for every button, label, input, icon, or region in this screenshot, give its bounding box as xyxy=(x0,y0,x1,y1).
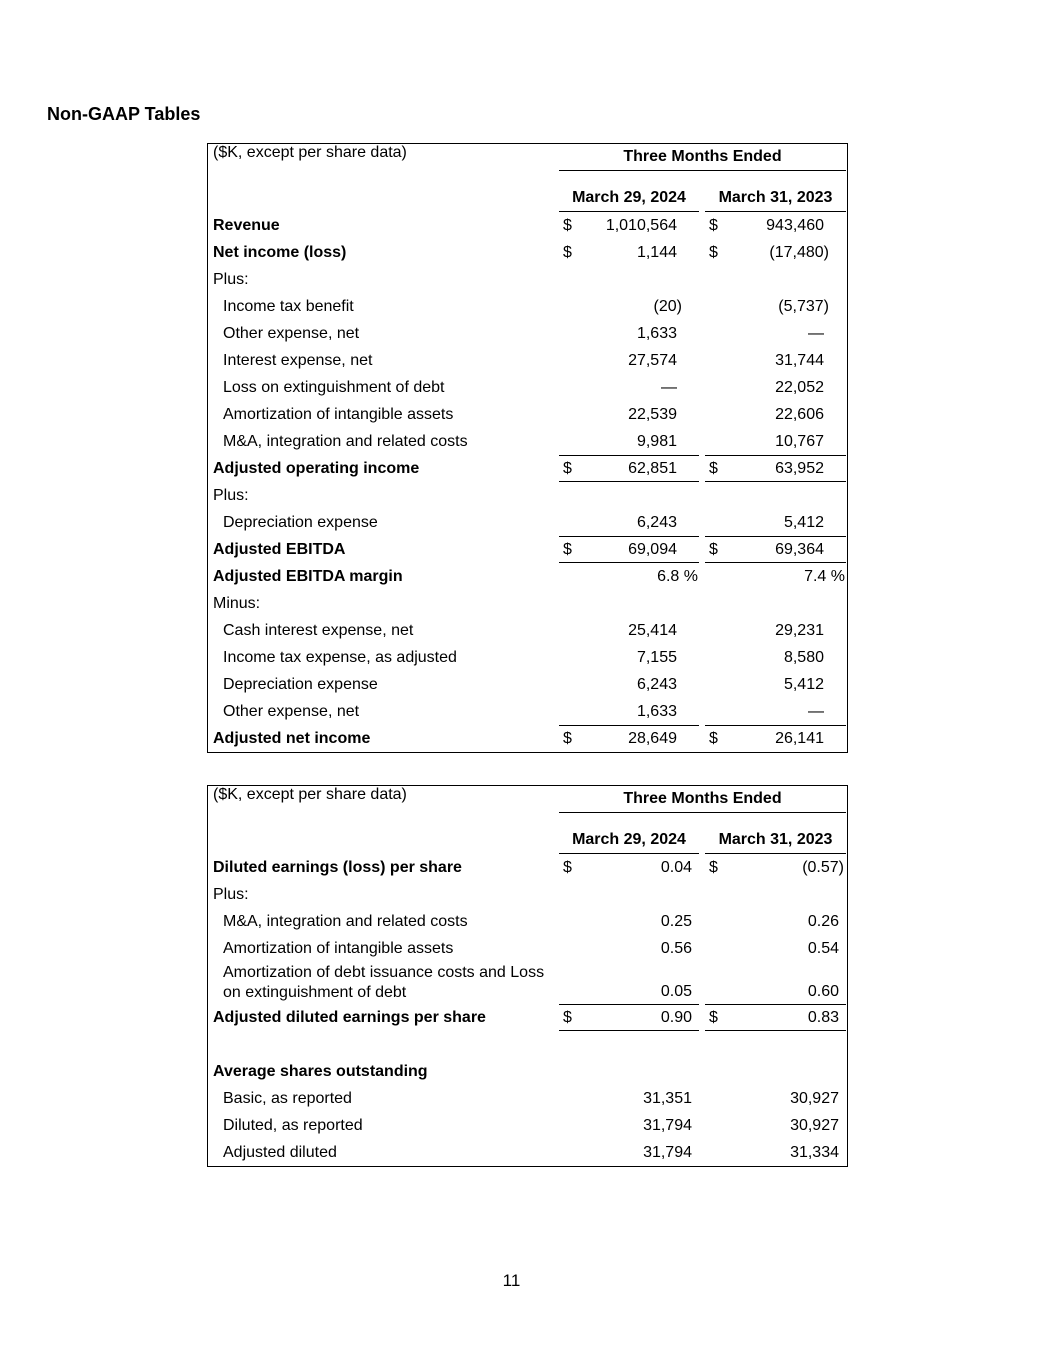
value: 0.60 xyxy=(807,983,839,1000)
table-row xyxy=(208,1058,847,1085)
value: (20) xyxy=(653,297,682,315)
value-cell xyxy=(705,536,846,563)
value: 1,633 xyxy=(636,324,677,342)
row-label: Adjusted diluted earnings per share xyxy=(213,1008,486,1026)
value: 62,851 xyxy=(628,459,677,477)
column-header: March 29, 2024 xyxy=(559,185,699,212)
row-label: Amortization of intangible assets xyxy=(223,405,454,423)
value-cell xyxy=(559,881,699,908)
currency-symbol: $ xyxy=(563,459,572,477)
value-cell xyxy=(559,1031,699,1058)
currency-symbol: $ xyxy=(709,858,718,876)
row-label: Amortization of debt issuance costs and Loss on extinguishment of debt xyxy=(223,964,545,1001)
value-cell xyxy=(705,617,846,644)
currency-symbol: $ xyxy=(709,243,718,261)
value-cell xyxy=(705,590,846,617)
value-cell xyxy=(559,1004,699,1031)
value: (17,480) xyxy=(769,243,829,261)
value: 63,952 xyxy=(775,459,824,477)
table-row xyxy=(208,320,847,347)
column-header: March 31, 2023 xyxy=(705,827,846,854)
column-header: March 31, 2023 xyxy=(705,185,846,212)
value-cell xyxy=(705,644,846,671)
value-cell xyxy=(559,482,699,509)
currency-symbol: $ xyxy=(709,540,718,558)
row-label: Basic, as reported xyxy=(223,1089,352,1107)
value: 28,649 xyxy=(628,730,677,747)
value: 31,744 xyxy=(775,351,824,369)
table-row xyxy=(208,854,847,881)
table-row xyxy=(208,725,847,752)
table-row xyxy=(208,563,847,590)
value-cell xyxy=(559,266,699,293)
currency-symbol: $ xyxy=(709,1008,718,1026)
page-number: 11 xyxy=(502,1271,521,1290)
value-cell xyxy=(559,617,699,644)
value-cell xyxy=(705,1085,846,1112)
value-cell xyxy=(559,374,699,401)
value-cell xyxy=(705,908,846,935)
value: 0.54 xyxy=(807,939,839,957)
unit-note: ($K, except per share data) xyxy=(213,786,407,803)
currency-symbol: $ xyxy=(563,216,572,234)
table-row xyxy=(208,1004,847,1031)
table-row xyxy=(208,1031,847,1058)
value-cell xyxy=(559,908,699,935)
value-cell xyxy=(559,563,699,590)
value-cell xyxy=(559,212,699,239)
value-cell xyxy=(705,1139,846,1166)
column-header-row xyxy=(208,171,847,212)
table-row xyxy=(208,509,847,536)
value: 22,606 xyxy=(775,405,824,423)
row-label: Other expense, net xyxy=(223,324,360,342)
value-cell xyxy=(559,239,699,266)
value: 1,633 xyxy=(636,702,677,720)
value: (0.57) xyxy=(802,858,844,876)
value: 10,767 xyxy=(775,432,824,450)
value-cell xyxy=(559,644,699,671)
value-cell xyxy=(705,962,846,1004)
value: 69,094 xyxy=(628,540,677,558)
value: 27,574 xyxy=(628,351,677,369)
value-cell xyxy=(559,935,699,962)
value-cell xyxy=(559,455,699,482)
table-row xyxy=(208,617,847,644)
table-row xyxy=(208,1112,847,1139)
value: 9,981 xyxy=(636,432,677,450)
column-header: March 29, 2024 xyxy=(559,827,699,854)
value: 8,580 xyxy=(783,648,824,666)
value: 6,243 xyxy=(636,513,677,531)
value-cell xyxy=(705,1004,846,1031)
value-cell xyxy=(559,401,699,428)
value: 6,243 xyxy=(636,675,677,693)
value-cell xyxy=(705,293,846,320)
row-label: Loss on extinguishment of debt xyxy=(223,378,445,396)
row-label: Income tax benefit xyxy=(223,297,354,315)
value-cell xyxy=(559,590,699,617)
row-label: Interest expense, net xyxy=(223,351,373,369)
value: 31,334 xyxy=(790,1143,839,1161)
value: 31,794 xyxy=(643,1143,692,1161)
value-cell xyxy=(559,725,699,752)
value-cell xyxy=(705,935,846,962)
row-label: Net income (loss) xyxy=(213,243,347,261)
currency-symbol: $ xyxy=(709,730,718,747)
value-cell xyxy=(559,1085,699,1112)
value: — xyxy=(661,378,677,396)
value-cell xyxy=(705,347,846,374)
value: 25,414 xyxy=(628,621,677,639)
row-label: Amortization of intangible assets xyxy=(223,939,454,957)
value: 26,141 xyxy=(775,730,824,747)
table-row xyxy=(208,212,847,239)
value-cell xyxy=(559,347,699,374)
value-cell xyxy=(559,698,699,725)
value: 5,412 xyxy=(783,513,824,531)
row-label: Depreciation expense xyxy=(223,675,378,693)
value: 5,412 xyxy=(783,675,824,693)
value-cell xyxy=(705,509,846,536)
value-cell xyxy=(559,962,699,1004)
unit-note: ($K, except per share data) xyxy=(213,144,407,161)
value-cell xyxy=(559,293,699,320)
value-cell xyxy=(705,374,846,401)
value: 0.83 xyxy=(807,1008,839,1026)
value-cell xyxy=(705,854,846,881)
period-header: Three Months Ended xyxy=(559,786,846,813)
value-cell xyxy=(705,1058,846,1085)
table-row xyxy=(208,536,847,563)
value-cell xyxy=(705,1112,846,1139)
value: 69,364 xyxy=(775,540,824,558)
value: 29,231 xyxy=(775,621,824,639)
currency-symbol: $ xyxy=(563,540,572,558)
row-label: Income tax expense, as adjusted xyxy=(223,648,457,666)
table-row xyxy=(208,962,847,1004)
table-row xyxy=(208,1085,847,1112)
row-label: Adjusted EBITDA xyxy=(213,540,346,558)
table-row xyxy=(208,881,847,908)
row-label: Plus: xyxy=(213,270,249,288)
value: 7.4 % xyxy=(804,567,845,585)
page-title: Non-GAAP Tables xyxy=(47,104,201,124)
value: 0.90 xyxy=(660,1008,692,1026)
row-label: Diluted earnings (loss) per share xyxy=(213,858,462,876)
period-header: Three Months Ended xyxy=(559,144,846,171)
table-row xyxy=(208,1139,847,1166)
header-row xyxy=(208,144,847,171)
value-cell xyxy=(705,266,846,293)
row-label: Depreciation expense xyxy=(223,513,378,531)
table-row xyxy=(208,293,847,320)
row-label: Plus: xyxy=(213,885,249,903)
currency-symbol: $ xyxy=(709,216,718,234)
table-row xyxy=(208,455,847,482)
value-cell xyxy=(559,428,699,455)
value-cell xyxy=(705,725,846,752)
value: 7,155 xyxy=(636,648,677,666)
row-label: Minus: xyxy=(213,594,261,612)
row-label: Revenue xyxy=(213,216,280,234)
currency-symbol: $ xyxy=(709,459,718,477)
header-row xyxy=(208,786,847,813)
column-header-row xyxy=(208,813,847,854)
currency-symbol: $ xyxy=(563,858,572,876)
value-cell xyxy=(559,320,699,347)
value: 6.8 % xyxy=(657,567,698,585)
row-label: Average shares outstanding xyxy=(213,1062,428,1080)
value-cell xyxy=(705,698,846,725)
row-label: Diluted, as reported xyxy=(223,1116,363,1134)
currency-symbol: $ xyxy=(563,730,572,747)
value: — xyxy=(808,702,824,720)
row-label: Plus: xyxy=(213,486,249,504)
row-label: Adjusted EBITDA margin xyxy=(213,567,403,585)
value: 31,794 xyxy=(643,1116,692,1134)
value: — xyxy=(808,324,824,342)
value: 0.05 xyxy=(660,983,692,1000)
row-label: Other expense, net xyxy=(223,702,360,720)
value-cell xyxy=(559,854,699,881)
value: 30,927 xyxy=(790,1089,839,1107)
table-row xyxy=(208,935,847,962)
value-cell xyxy=(705,320,846,347)
row-label: M&A, integration and related costs xyxy=(223,912,468,930)
non-gaap-income-table xyxy=(207,143,848,753)
row-label: Adjusted diluted xyxy=(223,1143,337,1161)
table-row xyxy=(208,482,847,509)
table-row xyxy=(208,908,847,935)
row-label: Adjusted operating income xyxy=(213,459,420,477)
value-cell xyxy=(705,212,846,239)
value-cell xyxy=(559,536,699,563)
value: 22,539 xyxy=(628,405,677,423)
value-cell xyxy=(559,1139,699,1166)
table-row xyxy=(208,239,847,266)
value: (5,737) xyxy=(778,297,829,315)
currency-symbol: $ xyxy=(563,1008,572,1026)
value: 1,010,564 xyxy=(605,216,677,234)
value: 31,351 xyxy=(643,1089,692,1107)
row-label: M&A, integration and related costs xyxy=(223,432,468,450)
value: 0.04 xyxy=(660,858,692,876)
value: 943,460 xyxy=(766,216,824,234)
value: 0.26 xyxy=(807,912,839,930)
value-cell xyxy=(705,671,846,698)
value: 30,927 xyxy=(790,1116,839,1134)
table-row xyxy=(208,374,847,401)
value-cell xyxy=(705,239,846,266)
currency-symbol: $ xyxy=(563,243,572,261)
table-row xyxy=(208,698,847,725)
row-label: Adjusted net income xyxy=(213,729,371,747)
value: 0.56 xyxy=(660,939,692,957)
value-cell xyxy=(705,881,846,908)
value: 0.25 xyxy=(660,912,692,930)
table-row xyxy=(208,401,847,428)
value: 22,052 xyxy=(775,378,824,396)
table-row xyxy=(208,347,847,374)
table-row xyxy=(208,428,847,455)
value-cell xyxy=(559,1112,699,1139)
value-cell xyxy=(559,509,699,536)
non-gaap-eps-table xyxy=(207,785,848,1167)
table-row xyxy=(208,266,847,293)
value-cell xyxy=(705,1031,846,1058)
value-cell xyxy=(559,1058,699,1085)
row-label: Cash interest expense, net xyxy=(223,621,414,639)
table-row xyxy=(208,590,847,617)
table-row xyxy=(208,671,847,698)
table-row xyxy=(208,644,847,671)
value-cell xyxy=(705,563,846,590)
value: 1,144 xyxy=(636,243,677,261)
value-cell xyxy=(705,455,846,482)
value-cell xyxy=(559,671,699,698)
value-cell xyxy=(705,482,846,509)
value-cell xyxy=(705,401,846,428)
value-cell xyxy=(705,428,846,455)
